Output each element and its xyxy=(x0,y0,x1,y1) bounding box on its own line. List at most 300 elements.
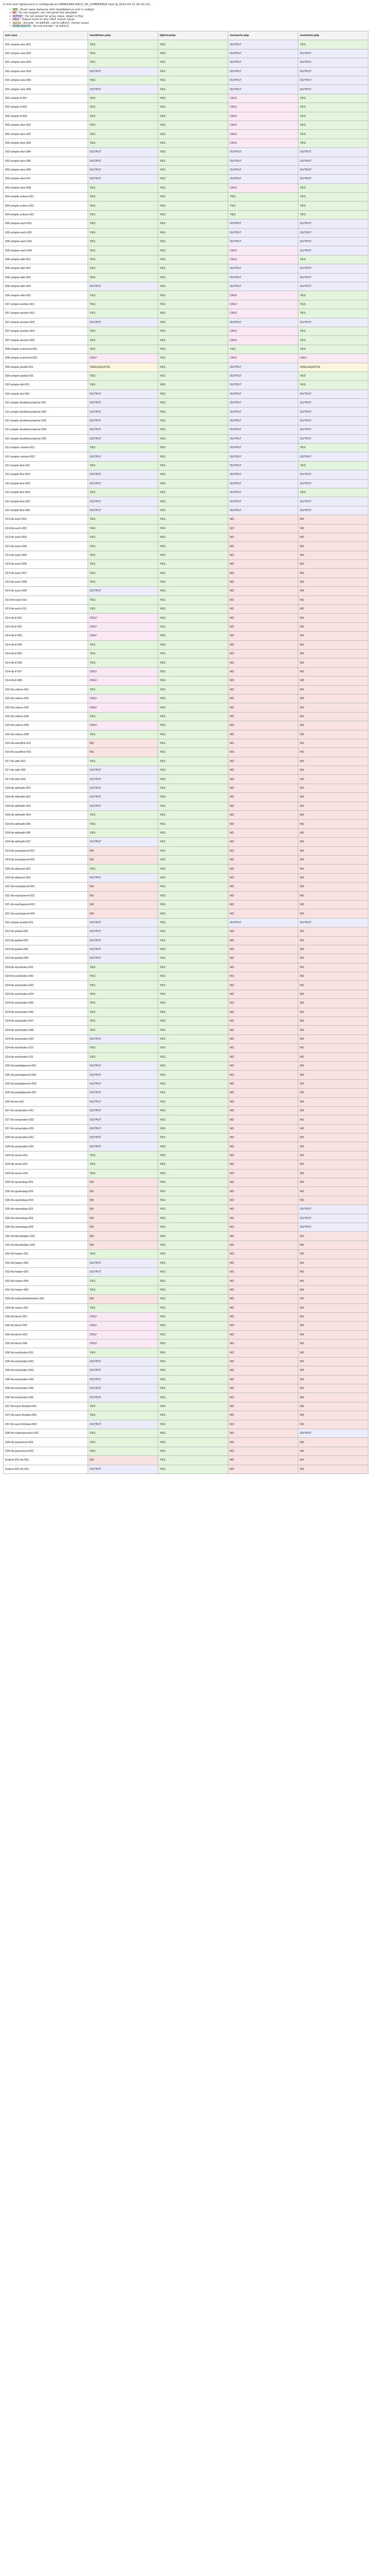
table-row xyxy=(4,139,368,147)
table-row xyxy=(4,927,368,936)
result-cell: NO xyxy=(298,596,368,604)
result-cell: YES xyxy=(158,614,228,622)
result-cell: YES xyxy=(158,228,228,237)
result-cell: OUTPUT xyxy=(298,219,368,228)
test-case-cell: 003-simple-else-005 xyxy=(4,157,88,165)
result-cell: NO xyxy=(228,963,298,972)
result-cell: YES xyxy=(158,130,228,139)
result-cell: YES xyxy=(158,1330,228,1339)
result-cell: NO xyxy=(88,1205,158,1214)
result-cell: YES xyxy=(88,183,158,192)
test-case-cell: 005-simple-each-002 xyxy=(4,228,88,237)
table-row xyxy=(4,811,368,820)
result-cell: NO xyxy=(228,1196,298,1205)
result-cell: YES xyxy=(88,551,158,560)
column-header-mustache-php: mustache.php xyxy=(228,31,298,40)
test-case-cell: 015-hb-unless-005 xyxy=(4,721,88,730)
table-row xyxy=(4,640,368,649)
result-cell: OUTPUT xyxy=(88,318,158,327)
result-cell: OUTPUT xyxy=(88,1071,158,1079)
result-cell: YES xyxy=(158,963,228,972)
result-cell: YES xyxy=(158,1402,228,1411)
result-cell: YES xyxy=(88,578,158,586)
table-row xyxy=(4,775,368,784)
result-cell: NO xyxy=(228,1115,298,1124)
result-cell: YES xyxy=(158,811,228,820)
result-cell: SINGLEQUOTE xyxy=(88,363,158,371)
result-cell: NO xyxy=(228,802,298,810)
result-cell: NO xyxy=(228,1071,298,1079)
result-cell: CRLF xyxy=(88,354,158,363)
result-cell: NO xyxy=(88,855,158,864)
test-case-cell: 018-hb-withwith-002 xyxy=(4,793,88,802)
result-cell: OUTPUT xyxy=(298,1223,368,1232)
test-case-cell: 011-simple-doublemustache-001 xyxy=(4,399,88,408)
result-cell: NO xyxy=(228,1420,298,1429)
test-case-cell: 009-simple-partial-001 xyxy=(4,363,88,371)
table-row xyxy=(4,1375,368,1384)
result-cell: YES xyxy=(158,345,228,353)
table-row xyxy=(4,309,368,318)
result-cell: NO xyxy=(298,1160,368,1169)
result-cell: YES xyxy=(158,1321,228,1330)
result-cell: YES xyxy=(158,1008,228,1016)
table-row xyxy=(4,1447,368,1455)
result-cell: OUTPUT xyxy=(88,802,158,810)
result-cell: YES xyxy=(88,1277,158,1285)
table-row xyxy=(4,748,368,757)
test-case-cell: 027-hb-arrayindex-002 xyxy=(4,1115,88,1124)
result-cell: YES xyxy=(158,112,228,121)
result-cell: YES xyxy=(158,1447,228,1455)
test-case-cell: 037-hb-each-firstlast-001 xyxy=(4,1402,88,1411)
test-case-cell: 011-simple-doublemustache-005 xyxy=(4,434,88,443)
result-cell: NO xyxy=(228,730,298,739)
result-cell: YES xyxy=(158,121,228,129)
test-case-cell: 019-hb-eachparent-001 xyxy=(4,846,88,855)
result-cell: NO xyxy=(228,676,298,685)
result-cell: YES xyxy=(158,264,228,273)
test-case-cell: 030-hb-quotedarg-002 xyxy=(4,1187,88,1196)
result-cell: OUTPUT xyxy=(228,389,298,398)
test-case-cell: 024-hb-eachindex-005 xyxy=(4,999,88,1008)
table-row xyxy=(4,739,368,748)
test-case-cell: 014-hb-if-004 xyxy=(4,640,88,649)
result-cell: OUTPUT xyxy=(88,408,158,416)
result-cell: OUTPUT xyxy=(88,1124,158,1133)
result-cell: YES xyxy=(298,130,368,139)
result-cell: OUTPUT xyxy=(228,479,298,488)
test-case-cell: 014-hb-if-005 xyxy=(4,650,88,658)
result-cell: YES xyxy=(88,560,158,569)
test-case-cell: 002-simple-if-003 xyxy=(4,112,88,121)
result-cell: OUTPUT xyxy=(88,1089,158,1097)
result-cell: YES xyxy=(158,596,228,604)
table-row xyxy=(4,865,368,873)
result-cell: NO xyxy=(228,515,298,524)
result-cell: OUTPUT xyxy=(298,148,368,157)
result-cell: YES xyxy=(88,1053,158,1061)
result-cell: YES xyxy=(158,560,228,569)
result-cell: YES xyxy=(88,1008,158,1016)
result-cell: OUTPUT xyxy=(298,238,368,246)
result-cell: YES xyxy=(158,1366,228,1375)
test-case-cell: 027-hb-arrayindex-001 xyxy=(4,1106,88,1115)
result-cell: OUTPUT xyxy=(88,426,158,434)
result-cell: NO xyxy=(228,909,298,918)
result-cell: OUTPUT xyxy=(228,497,298,506)
result-cell: OUTPUT xyxy=(88,945,158,954)
result-cell: NO xyxy=(88,748,158,757)
legend-code: NO xyxy=(12,11,16,15)
result-cell: NO xyxy=(88,1241,158,1249)
test-case-cell: 031-hb-blockhelper-001 xyxy=(4,1232,88,1241)
test-case-cell: 014-hb-if-001 xyxy=(4,614,88,622)
result-cell: YES xyxy=(158,1079,228,1088)
result-cell: YES xyxy=(158,828,228,837)
result-cell: YES xyxy=(158,640,228,649)
result-cell: YES xyxy=(298,255,368,264)
result-cell: NO xyxy=(228,775,298,784)
table-row xyxy=(4,1348,368,1357)
result-cell: NO xyxy=(298,1169,368,1178)
table-row xyxy=(4,873,368,882)
table-row xyxy=(4,1312,368,1321)
table-row xyxy=(4,533,368,541)
table-row xyxy=(4,999,368,1008)
result-cell: OUTPUT xyxy=(88,479,158,488)
result-cell: NO xyxy=(298,775,368,784)
result-cell: YES xyxy=(88,596,158,604)
result-cell: NO xyxy=(228,1348,298,1357)
result-cell: NO xyxy=(228,605,298,614)
legend-code: OUTPUT xyxy=(12,14,23,18)
result-cell: NO xyxy=(298,981,368,990)
result-cell: OUTPUT xyxy=(88,1267,158,1276)
test-case-cell: 003-simple-else-006 xyxy=(4,165,88,174)
result-cell: OUTPUT xyxy=(88,470,158,479)
result-cell: OUTPUT xyxy=(228,40,298,49)
result-cell: YES xyxy=(88,345,158,353)
result-cell: YES xyxy=(88,1285,158,1294)
result-cell: NO xyxy=(228,1277,298,1285)
result-cell: YES xyxy=(88,757,158,766)
result-cell: YES xyxy=(158,371,228,380)
result-cell: NO xyxy=(298,1097,368,1106)
result-cell: CRLF xyxy=(88,622,158,631)
result-cell: YES xyxy=(158,909,228,918)
test-case-cell: 006-simple-with-001 xyxy=(4,255,88,264)
result-cell: NO xyxy=(88,900,158,909)
table-row xyxy=(4,85,368,94)
result-cell: YES xyxy=(158,327,228,335)
test-case-cell: 013-hb-each-001 xyxy=(4,515,88,524)
result-cell: YES xyxy=(88,990,158,998)
result-cell: NO xyxy=(228,1250,298,1259)
table-row xyxy=(4,703,368,712)
table-row xyxy=(4,219,368,228)
result-cell: CRLF xyxy=(88,1321,158,1330)
result-cell: YES xyxy=(158,238,228,246)
result-cell: YES xyxy=(88,605,158,614)
result-cell: OUTPUT xyxy=(298,389,368,398)
table-row xyxy=(4,444,368,452)
table-row xyxy=(4,49,368,58)
test-case-cell: 001-simple-vars-004 xyxy=(4,67,88,76)
result-cell: OUTPUT xyxy=(88,497,158,506)
result-cell: YES xyxy=(158,1277,228,1285)
result-cell: YES xyxy=(88,1429,158,1437)
test-case-cell: 029-hb-arrow-001 xyxy=(4,1151,88,1160)
test-case-cell: 022-hb-partial-002 xyxy=(4,936,88,945)
result-cell: YES xyxy=(158,246,228,255)
result-cell: OUTPUT xyxy=(298,58,368,67)
test-case-cell: 036-hb-eachindex-001 xyxy=(4,1348,88,1357)
result-cell: OUTPUT xyxy=(88,67,158,76)
test-case-cell: 022-hb-partial-004 xyxy=(4,954,88,963)
table-row xyxy=(4,318,368,327)
table-row xyxy=(4,1160,368,1169)
result-cell: YES xyxy=(158,578,228,586)
result-cell: YES xyxy=(158,703,228,712)
test-case-cell: 013-hb-each-010 xyxy=(4,596,88,604)
result-cell: NO xyxy=(298,838,368,846)
test-case-cell: 036-hb-eachindex-004 xyxy=(4,1375,88,1384)
result-cell: NO xyxy=(228,1438,298,1447)
result-cell: NO xyxy=(228,1106,298,1115)
result-cell: YES xyxy=(158,399,228,408)
legend-description: : Encode ' to &#039;, not to &#x27; (minor issue) xyxy=(22,21,89,25)
test-case-cell: 029-hb-arrow-002 xyxy=(4,1160,88,1169)
result-cell: YES xyxy=(88,963,158,972)
table-row xyxy=(4,990,368,998)
test-case-cell: 008-simple-comment-001 xyxy=(4,345,88,353)
test-case-cell: 006-simple-with-004 xyxy=(4,282,88,291)
result-cell: NO xyxy=(228,873,298,882)
table-row xyxy=(4,76,368,85)
result-cell: YES xyxy=(298,444,368,452)
result-cell: YES xyxy=(158,1456,228,1465)
result-cell: YES xyxy=(158,1259,228,1267)
result-cell: NO xyxy=(228,1008,298,1016)
result-cell: NO xyxy=(228,1321,298,1330)
result-cell: YES xyxy=(158,1124,228,1133)
table-row xyxy=(4,1035,368,1043)
table-row xyxy=(4,103,368,112)
test-case-cell: 038-hb-subexpression-001 xyxy=(4,1429,88,1437)
result-cell: OUTPUT xyxy=(88,452,158,461)
result-cell: OUTPUT xyxy=(298,273,368,282)
result-cell: YES xyxy=(158,542,228,551)
test-case-cell: 014-hb-if-002 xyxy=(4,622,88,631)
table-row xyxy=(4,130,368,139)
result-cell: NO xyxy=(298,1133,368,1142)
result-cell: YES xyxy=(158,1205,228,1214)
table-row xyxy=(4,1456,368,1465)
test-case-cell: 028-hb-arrayindex-001 xyxy=(4,1133,88,1142)
table-row xyxy=(4,327,368,335)
result-cell: NO xyxy=(298,811,368,820)
result-cell: YES xyxy=(158,748,228,757)
result-cell: YES xyxy=(158,632,228,640)
table-row xyxy=(4,1295,368,1303)
result-cell: NO xyxy=(228,828,298,837)
table-row xyxy=(4,918,368,927)
result-cell: YES xyxy=(158,855,228,864)
result-cell: NO xyxy=(228,685,298,694)
result-cell: NO xyxy=(228,748,298,757)
result-cell: YES xyxy=(158,506,228,515)
test-case-cell: 011-simple-doublemustache-004 xyxy=(4,426,88,434)
result-cell: YES xyxy=(88,1017,158,1026)
result-cell: NO xyxy=(228,838,298,846)
result-cell: YES xyxy=(88,1402,158,1411)
test-case-cell: 012-simple-this-003 xyxy=(4,479,88,488)
result-cell: YES xyxy=(158,40,228,49)
table-row xyxy=(4,1241,368,1249)
result-cell: YES xyxy=(88,828,158,837)
result-cell: CRLF xyxy=(228,327,298,335)
table-row xyxy=(4,1151,368,1160)
test-case-cell: 012-simple-this-004 xyxy=(4,488,88,497)
result-cell: YES xyxy=(88,238,158,246)
result-cell: YES xyxy=(298,201,368,210)
result-cell: OUTPUT xyxy=(228,67,298,76)
result-cell: NO xyxy=(228,757,298,766)
result-cell: YES xyxy=(88,488,158,497)
result-cell: NO xyxy=(298,605,368,614)
result-cell: YES xyxy=(158,165,228,174)
result-cell: NO xyxy=(228,614,298,622)
test-case-cell: 001-simple-vars-002 xyxy=(4,49,88,58)
result-cell: NO xyxy=(228,524,298,533)
result-cell: OUTPUT xyxy=(298,175,368,183)
result-cell: NO xyxy=(298,1330,368,1339)
result-cell: YES xyxy=(158,416,228,425)
table-row xyxy=(4,497,368,506)
result-cell: OUTPUT xyxy=(228,148,298,157)
legend-description: : Do not encode " to &#x22; xyxy=(31,25,70,28)
table-row xyxy=(4,1044,368,1053)
table-row xyxy=(4,1205,368,1214)
result-cell: NO xyxy=(298,1277,368,1285)
table-row xyxy=(4,506,368,515)
table-row xyxy=(4,1169,368,1178)
test-case-cell: 012-simple-this-005 xyxy=(4,497,88,506)
table-row xyxy=(4,1285,368,1294)
result-cell: YES xyxy=(88,264,158,273)
result-cell: NO xyxy=(298,900,368,909)
result-cell: NO xyxy=(298,1438,368,1447)
test-case-cell: 018-hb-withwith-005 xyxy=(4,820,88,828)
result-cell: NO xyxy=(298,1241,368,1249)
table-row xyxy=(4,201,368,210)
result-cell: YES xyxy=(158,1097,228,1106)
result-cell: OUTPUT xyxy=(298,246,368,255)
result-cell: NO xyxy=(298,569,368,578)
result-cell: YES xyxy=(158,524,228,533)
result-cell: NO xyxy=(298,846,368,855)
table-row xyxy=(4,1267,368,1276)
result-cell: YES xyxy=(88,228,158,237)
result-cell: NO xyxy=(298,694,368,703)
table-row xyxy=(4,228,368,237)
result-cell: NO xyxy=(228,587,298,596)
result-cell: OUTPUT xyxy=(88,1079,158,1088)
result-cell: YES xyxy=(158,1285,228,1294)
column-header-test-case: test case xyxy=(4,31,88,40)
result-cell: CRLF xyxy=(228,103,298,112)
test-case-cell: 003-simple-else-007 xyxy=(4,175,88,183)
result-cell: YES xyxy=(158,1151,228,1160)
result-cell: OUTPUT xyxy=(88,175,158,183)
result-cell: NO xyxy=(228,1026,298,1035)
result-cell: NO xyxy=(298,1250,368,1259)
result-cell: NO xyxy=(228,1133,298,1142)
result-cell: CRLF xyxy=(88,1330,158,1339)
result-cell: OUTPUT xyxy=(88,1142,158,1151)
result-cell: YES xyxy=(88,730,158,739)
test-case-cell: 039-hb-parentroot-001 xyxy=(4,1438,88,1447)
result-cell: YES xyxy=(298,381,368,389)
result-cell: YES xyxy=(158,300,228,309)
result-cell: NO xyxy=(298,999,368,1008)
table-row xyxy=(4,1053,368,1061)
result-cell: NO xyxy=(298,1079,368,1088)
table-row xyxy=(4,273,368,282)
result-cell: YES xyxy=(158,1044,228,1053)
result-cell: YES xyxy=(88,533,158,541)
test-case-cell: 024-hb-eachindex-011 xyxy=(4,1053,88,1061)
result-cell: OUTPUT xyxy=(228,434,298,443)
result-cell: YES xyxy=(298,94,368,103)
test-case-cell: 020-hb-doteach-002 xyxy=(4,873,88,882)
table-row xyxy=(4,721,368,730)
result-cell: NO xyxy=(298,883,368,891)
table-row xyxy=(4,1097,368,1106)
result-cell: NO xyxy=(298,873,368,882)
result-cell: OUTPUT xyxy=(228,371,298,380)
result-cell: YES xyxy=(158,497,228,506)
result-cell: NO xyxy=(298,739,368,748)
result-cell: YES xyxy=(158,658,228,667)
result-cell: YES xyxy=(158,1017,228,1026)
table-row xyxy=(4,1429,368,1437)
result-cell: YES xyxy=(158,444,228,452)
table-row xyxy=(4,515,368,524)
result-cell: YES xyxy=(88,1044,158,1053)
test-case-cell: 003-simple-else-004 xyxy=(4,148,88,157)
test-case-cell: 024-hb-eachindex-008 xyxy=(4,1026,88,1035)
result-cell: OUTPUT xyxy=(88,1420,158,1429)
result-cell: YES xyxy=(158,1438,228,1447)
table-row xyxy=(4,838,368,846)
test-case-cell: 036-hb-eachindex-002 xyxy=(4,1357,88,1366)
result-cell: YES xyxy=(158,990,228,998)
result-cell: OUTPUT xyxy=(88,838,158,846)
result-cell: NO xyxy=(298,936,368,945)
result-cell: NO xyxy=(228,596,298,604)
result-cell: OUTPUT xyxy=(228,264,298,273)
result-cell: YES xyxy=(158,1115,228,1124)
test-case-cell: 016-hb-eachthis-002 xyxy=(4,748,88,757)
table-row xyxy=(4,238,368,246)
table-row xyxy=(4,1357,368,1366)
test-case-cell: 021-hb-eachparent-003 xyxy=(4,900,88,909)
table-row xyxy=(4,569,368,578)
test-case-cell: 030-hb-quotedarg-003 xyxy=(4,1196,88,1205)
result-cell: NO xyxy=(298,766,368,775)
